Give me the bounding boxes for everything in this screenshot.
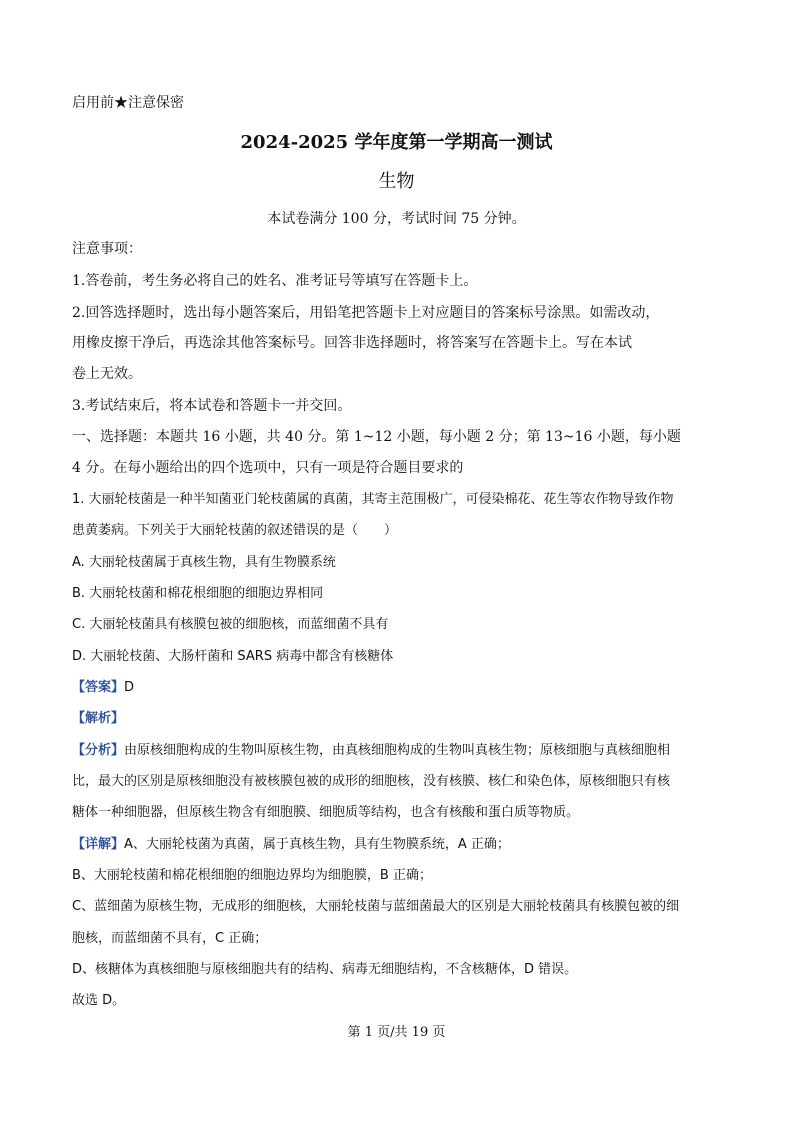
notes-heading: 注意事项： xyxy=(72,241,142,257)
exam-info: 本试卷满分 100 分，考试时间 75 分钟。 xyxy=(267,211,526,227)
answer-value: D xyxy=(124,680,135,695)
xiangjie-text-a: A、大丽轮枝菌为真菌，属于真核生物，具有生物膜系统，A 正确； xyxy=(124,837,510,852)
xiangjie-line-d: D、核糖体为真核细胞与原核细胞共有的结构、病毒无细胞结构，不含核糖体，D 错误。 xyxy=(72,962,578,977)
analysis-label: 【解析】 xyxy=(72,711,125,726)
xiangjie-line-c-2: 胞核，而蓝细菌不具有，C 正确； xyxy=(72,931,268,946)
option-a: A. 大丽轮枝菌属于真核生物，具有生物膜系统 xyxy=(72,555,336,570)
question-stem-line-2: 患黄萎病。下列关于大丽轮枝菌的叙述错误的是（ ） xyxy=(72,523,398,538)
analysis-line xyxy=(72,710,124,728)
exam-title: 2024-2025 学年度第一学期高一测试 xyxy=(240,132,553,153)
xiangjie-label: 【详解】 xyxy=(72,837,125,852)
answer-label: 【答案】 xyxy=(72,680,125,695)
section-heading-line-1: 一、选择题：本题共 16 小题，共 40 分。第 1~12 小题，每小题 2 分；第 13~16 小题，每小题 xyxy=(72,429,681,445)
confidential-notice: 启用前★注意保密 xyxy=(72,95,184,111)
xiangjie-line-a xyxy=(72,836,510,854)
subject-title: 生物 xyxy=(378,171,415,192)
question-stem-line-1: 1. 大丽轮枝菌是一种半知菌亚门轮枝菌属的真菌，其寄主范围极广，可侵染棉花、花生等农作物导致作物 xyxy=(72,492,674,507)
note-item-1: 1.答卷前，考生务必将自己的姓名、准考证号等填写在答题卡上。 xyxy=(72,273,478,289)
note-item-2-line-2: 用橡皮擦干净后，再选涂其他答案标号。回答非选择题时，将答案写在答题卡上。写在本试 xyxy=(72,335,632,351)
fenxi-line-2: 比，最大的区别是原核细胞没有被核膜包被的成形的细胞核，没有核膜、核仁和染色体，原核细胞只有核 xyxy=(72,774,671,789)
xiangjie-line-b: B、大丽轮枝菌和棉花根细胞的细胞边界均为细胞膜，B 正确； xyxy=(72,868,432,883)
note-item-2-line-3: 卷上无效。 xyxy=(72,366,142,382)
option-c: C. 大丽轮枝菌具有核膜包被的细胞核，而蓝细菌不具有 xyxy=(72,617,389,632)
page-footer: 第 1 页/共 19 页 xyxy=(347,1025,446,1040)
option-d: D. 大丽轮枝菌、大肠杆菌和 SARS 病毒中都含有核糖体 xyxy=(72,649,394,664)
fenxi-line-1 xyxy=(72,742,670,760)
conclusion: 故选 D。 xyxy=(72,993,126,1008)
answer-line xyxy=(72,679,134,697)
xiangjie-line-c-1: C、蓝细菌为原核生物，无成形的细胞核，大丽轮枝菌与蓝细菌最大的区别是大丽轮枝菌具有核膜包被的细 xyxy=(72,899,680,914)
fenxi-line-3: 糖体一种细胞器，但原核生物含有细胞膜、细胞质等结构，也含有核酸和蛋白质等物质。 xyxy=(72,805,580,820)
note-item-3: 3.考试结束后，将本试卷和答题卡一并交回。 xyxy=(72,398,352,414)
note-item-2-line-1: 2.回答选择题时，选出每小题答案后，用铅笔把答题卡上对应题目的答案标号涂黑。如需改动， xyxy=(72,305,660,321)
fenxi-label: 【分析】 xyxy=(72,743,125,758)
option-b: B. 大丽轮枝菌和棉花根细胞的细胞边界相同 xyxy=(72,586,324,601)
section-heading-line-2: 4 分。在每小题给出的四个选项中，只有一项是符合题目要求的 xyxy=(72,460,464,476)
fenxi-text-1: 由原核细胞构成的生物叫原核生物，由真核细胞构成的生物叫真核生物；原核细胞与真核细胞相 xyxy=(124,743,671,758)
